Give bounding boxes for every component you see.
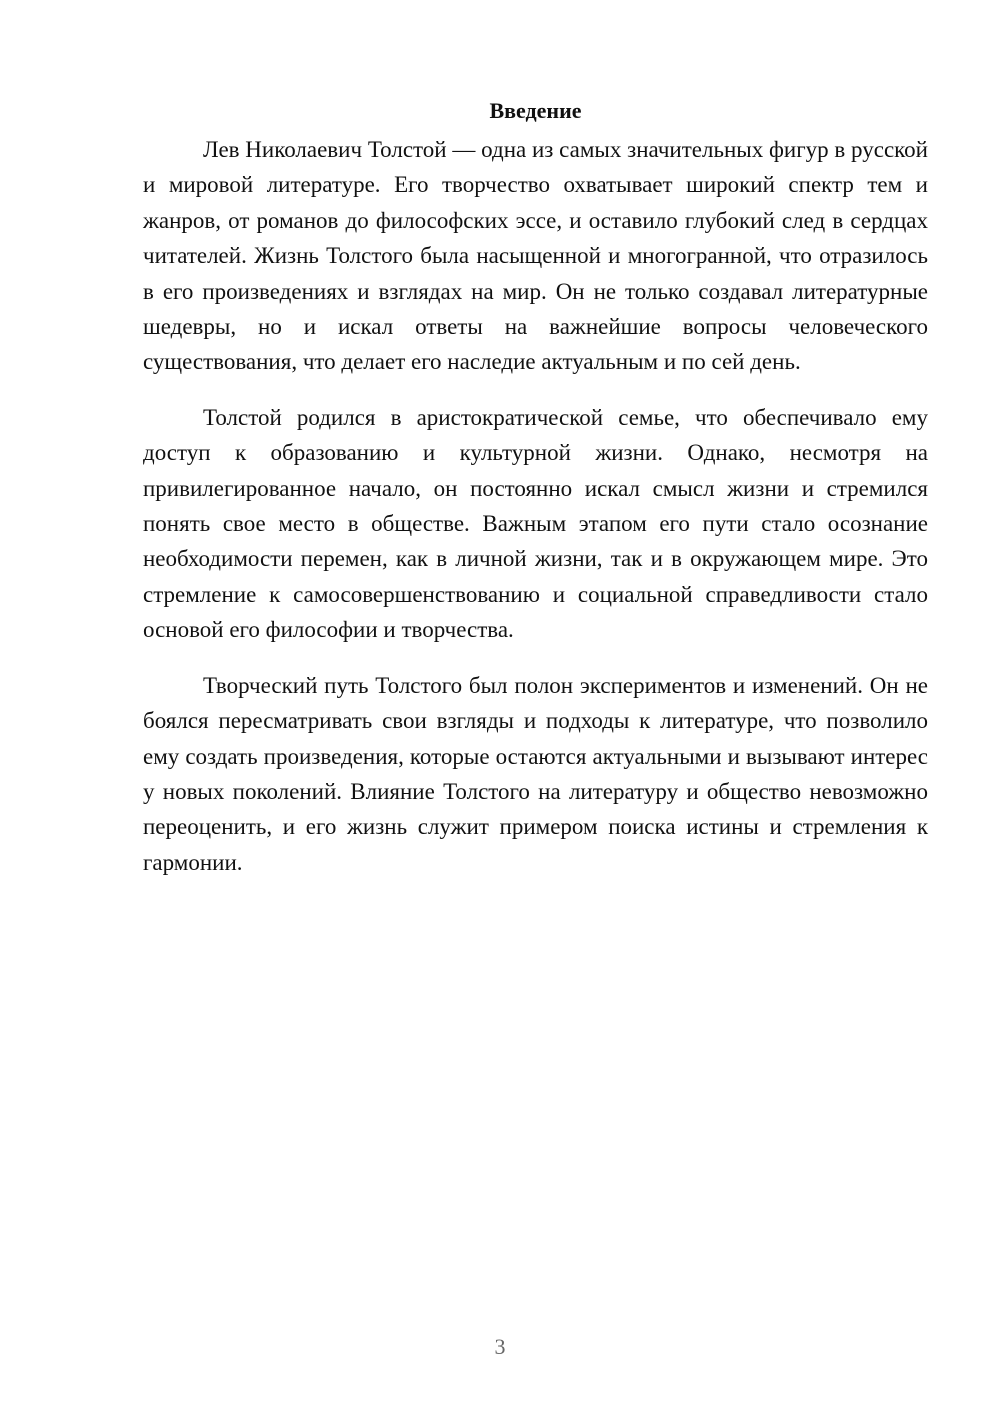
paragraph-2: Толстой родился в аристократической семье, что обеспечивало ему доступ к образованию и культурной жизни. Однако, несмотря на привилегированное начало, он постоянно искал смысл жизни и стремился понять свое место в обществе. Важным этапом его пути стало осознание необходимости перемен, как в личной жизни, так и в окружающем мире. Это стремление к самосовершенствованию и социальной справедливости стало основой его философии и творчества. [143,404,928,643]
paragraph-3: Творческий путь Толстого был полон экспериментов и изменений. Он не боялся пересматривать свои взгляды и подходы к литературе, что позволило ему создать произведения, которые остаются актуальными и вызывают интерес у новых поколений. Влияние Толстого на литературу и общество невозможно переоценить, и его жизнь служит примером поиска истины и стремления к гармонии. [143,672,928,875]
page-content [143,96,928,900]
page-number: 3 [494,1334,506,1359]
paragraph-1: Лев Николаевич Толстой — одна из самых значительных фигур в русской и мировой литературе. Его творчество охватывает широкий спектр тем и жанров, от романов до философских эссе, и оставило глубокий след в сердцах читателей. Жизнь Толстого была насыщенной и многогранной, что отразилось в его произведениях и взглядах на мир. Он не только создавал литературные шедевры, но и искал ответы на важнейшие вопросы человеческого существования, что делает его наследие актуальным и по сей день. [143,137,928,375]
section-title: Введение [489,98,582,123]
